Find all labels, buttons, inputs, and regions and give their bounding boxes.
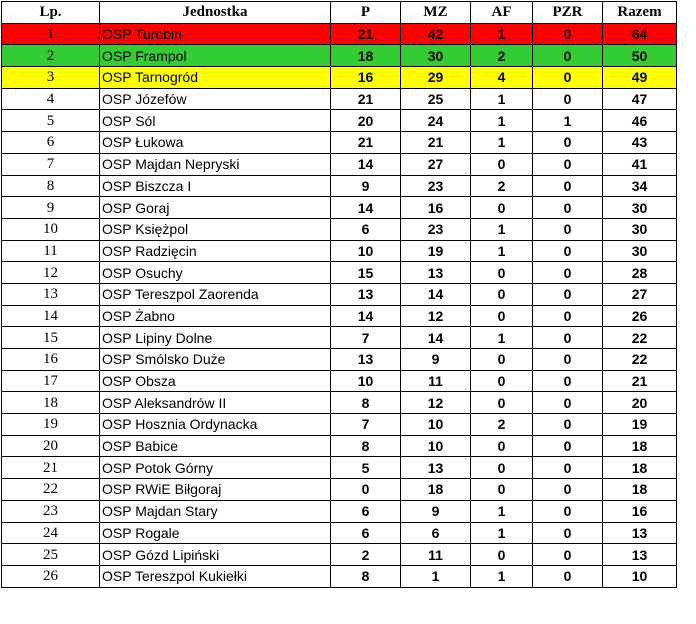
table-row <box>2 240 677 262</box>
cell-mz: 11 <box>401 544 471 566</box>
cell-lp: 2 <box>2 45 100 67</box>
cell-af: 2 <box>471 175 533 197</box>
cell-pzr: 0 <box>533 349 603 371</box>
cell-mz: 12 <box>401 305 471 327</box>
cell-af: 4 <box>471 67 533 89</box>
cell-lp: 19 <box>2 414 100 436</box>
cell-mz: 13 <box>401 457 471 479</box>
cell-name: OSP Goraj <box>100 197 331 219</box>
cell-p: 0 <box>331 479 401 501</box>
cell-af: 0 <box>471 197 533 219</box>
cell-af: 0 <box>471 262 533 284</box>
cell-name: OSP Osuchy <box>100 262 331 284</box>
cell-mz: 16 <box>401 197 471 219</box>
cell-mz: 23 <box>401 218 471 240</box>
cell-pzr: 0 <box>533 479 603 501</box>
table-row <box>2 457 677 479</box>
cell-lp: 20 <box>2 435 100 457</box>
cell-pzr: 0 <box>533 392 603 414</box>
cell-name: OSP Gózd Lipiński <box>100 544 331 566</box>
cell-lp: 14 <box>2 305 100 327</box>
cell-af: 0 <box>471 544 533 566</box>
cell-af: 0 <box>471 153 533 175</box>
cell-razem: 18 <box>603 479 677 501</box>
table-row <box>2 153 677 175</box>
cell-name: OSP Rogale <box>100 522 331 544</box>
cell-p: 21 <box>331 88 401 110</box>
cell-p: 18 <box>331 45 401 67</box>
cell-af: 1 <box>471 88 533 110</box>
cell-razem: 30 <box>603 197 677 219</box>
cell-lp: 1 <box>2 23 100 45</box>
cell-pzr: 0 <box>533 240 603 262</box>
cell-name: OSP Sól <box>100 110 331 132</box>
cell-name: OSP Hosznia Ordynacka <box>100 414 331 436</box>
cell-p: 14 <box>331 153 401 175</box>
cell-razem: 22 <box>603 327 677 349</box>
cell-p: 2 <box>331 544 401 566</box>
header-mz: MZ <box>401 2 471 24</box>
cell-af: 1 <box>471 240 533 262</box>
table-row <box>2 349 677 371</box>
cell-p: 7 <box>331 327 401 349</box>
cell-mz: 30 <box>401 45 471 67</box>
cell-name: OSP Lipiny Dolne <box>100 327 331 349</box>
table-body <box>2 23 677 587</box>
cell-lp: 8 <box>2 175 100 197</box>
cell-p: 6 <box>331 500 401 522</box>
cell-lp: 9 <box>2 197 100 219</box>
cell-name: OSP RWiE Biłgoraj <box>100 479 331 501</box>
cell-p: 5 <box>331 457 401 479</box>
cell-name: OSP Obsza <box>100 370 331 392</box>
cell-razem: 10 <box>603 565 677 587</box>
cell-name: OSP Aleksandrów II <box>100 392 331 414</box>
cell-name: OSP Potok Górny <box>100 457 331 479</box>
cell-p: 16 <box>331 67 401 89</box>
header-lp: Lp. <box>2 2 100 24</box>
cell-pzr: 0 <box>533 414 603 436</box>
cell-p: 20 <box>331 110 401 132</box>
header-pzr: PZR <box>533 2 603 24</box>
cell-razem: 50 <box>603 45 677 67</box>
table-row <box>2 565 677 587</box>
cell-razem: 19 <box>603 414 677 436</box>
cell-af: 1 <box>471 522 533 544</box>
cell-pzr: 0 <box>533 305 603 327</box>
cell-razem: 34 <box>603 175 677 197</box>
cell-pzr: 0 <box>533 218 603 240</box>
cell-lp: 6 <box>2 132 100 154</box>
cell-mz: 21 <box>401 132 471 154</box>
cell-af: 0 <box>471 305 533 327</box>
cell-af: 1 <box>471 110 533 132</box>
cell-razem: 22 <box>603 349 677 371</box>
cell-p: 6 <box>331 218 401 240</box>
table-row <box>2 370 677 392</box>
cell-name: OSP Łukowa <box>100 132 331 154</box>
table-row <box>2 435 677 457</box>
cell-name: OSP Babice <box>100 435 331 457</box>
cell-razem: 47 <box>603 88 677 110</box>
cell-mz: 10 <box>401 414 471 436</box>
cell-pzr: 0 <box>533 262 603 284</box>
cell-p: 13 <box>331 283 401 305</box>
cell-name: OSP Majdan Stary <box>100 500 331 522</box>
cell-lp: 4 <box>2 88 100 110</box>
cell-lp: 16 <box>2 349 100 371</box>
cell-af: 1 <box>471 500 533 522</box>
table-row <box>2 392 677 414</box>
cell-p: 9 <box>331 175 401 197</box>
table-row <box>2 132 677 154</box>
cell-name: OSP Tereszpol Kukiełki <box>100 565 331 587</box>
cell-lp: 26 <box>2 565 100 587</box>
cell-razem: 27 <box>603 283 677 305</box>
cell-razem: 26 <box>603 305 677 327</box>
cell-pzr: 0 <box>533 500 603 522</box>
cell-mz: 27 <box>401 153 471 175</box>
cell-af: 0 <box>471 479 533 501</box>
cell-p: 8 <box>331 435 401 457</box>
table-row <box>2 305 677 327</box>
cell-lp: 13 <box>2 283 100 305</box>
header-p: P <box>331 2 401 24</box>
cell-p: 7 <box>331 414 401 436</box>
cell-p: 6 <box>331 522 401 544</box>
cell-lp: 11 <box>2 240 100 262</box>
cell-p: 8 <box>331 565 401 587</box>
header-row <box>2 2 677 24</box>
cell-pzr: 0 <box>533 283 603 305</box>
cell-lp: 5 <box>2 110 100 132</box>
table-row <box>2 45 677 67</box>
cell-pzr: 0 <box>533 175 603 197</box>
header-name: Jednostka <box>100 2 331 24</box>
cell-razem: 41 <box>603 153 677 175</box>
cell-af: 0 <box>471 457 533 479</box>
table-row <box>2 414 677 436</box>
cell-mz: 9 <box>401 349 471 371</box>
cell-p: 21 <box>331 132 401 154</box>
cell-lp: 24 <box>2 522 100 544</box>
cell-mz: 29 <box>401 67 471 89</box>
table-row <box>2 218 677 240</box>
cell-pzr: 0 <box>533 565 603 587</box>
cell-mz: 14 <box>401 327 471 349</box>
cell-pzr: 0 <box>533 457 603 479</box>
cell-lp: 15 <box>2 327 100 349</box>
cell-pzr: 0 <box>533 544 603 566</box>
cell-razem: 16 <box>603 500 677 522</box>
cell-pzr: 0 <box>533 23 603 45</box>
table-row <box>2 479 677 501</box>
cell-name: OSP Frampol <box>100 45 331 67</box>
cell-af: 0 <box>471 283 533 305</box>
cell-mz: 1 <box>401 565 471 587</box>
cell-af: 0 <box>471 349 533 371</box>
cell-p: 8 <box>331 392 401 414</box>
cell-af: 1 <box>471 132 533 154</box>
table-row <box>2 262 677 284</box>
cell-af: 1 <box>471 23 533 45</box>
cell-pzr: 0 <box>533 153 603 175</box>
cell-p: 14 <box>331 197 401 219</box>
cell-mz: 18 <box>401 479 471 501</box>
cell-pzr: 0 <box>533 370 603 392</box>
cell-p: 10 <box>331 240 401 262</box>
cell-razem: 46 <box>603 110 677 132</box>
cell-pzr: 0 <box>533 197 603 219</box>
cell-af: 2 <box>471 45 533 67</box>
cell-mz: 12 <box>401 392 471 414</box>
cell-mz: 6 <box>401 522 471 544</box>
cell-razem: 49 <box>603 67 677 89</box>
cell-lp: 3 <box>2 67 100 89</box>
cell-razem: 28 <box>603 262 677 284</box>
table-row <box>2 327 677 349</box>
cell-pzr: 0 <box>533 132 603 154</box>
table-row <box>2 23 677 45</box>
cell-lp: 18 <box>2 392 100 414</box>
cell-name: OSP Smólsko Duże <box>100 349 331 371</box>
header-af: AF <box>471 2 533 24</box>
table-row <box>2 67 677 89</box>
cell-razem: 13 <box>603 544 677 566</box>
header-razem: Razem <box>603 2 677 24</box>
cell-lp: 10 <box>2 218 100 240</box>
cell-name: OSP Tereszpol Zaorenda <box>100 283 331 305</box>
cell-mz: 11 <box>401 370 471 392</box>
cell-af: 0 <box>471 370 533 392</box>
cell-p: 14 <box>331 305 401 327</box>
cell-p: 15 <box>331 262 401 284</box>
cell-mz: 19 <box>401 240 471 262</box>
cell-mz: 25 <box>401 88 471 110</box>
cell-af: 0 <box>471 435 533 457</box>
table-row <box>2 175 677 197</box>
cell-razem: 43 <box>603 132 677 154</box>
table-row <box>2 500 677 522</box>
cell-name: OSP Turobin <box>100 23 331 45</box>
cell-name: OSP Tarnogród <box>100 67 331 89</box>
cell-af: 1 <box>471 565 533 587</box>
cell-razem: 18 <box>603 435 677 457</box>
cell-pzr: 0 <box>533 435 603 457</box>
table-row <box>2 88 677 110</box>
cell-p: 21 <box>331 23 401 45</box>
cell-mz: 24 <box>401 110 471 132</box>
cell-mz: 14 <box>401 283 471 305</box>
cell-name: OSP Józefów <box>100 88 331 110</box>
cell-razem: 21 <box>603 370 677 392</box>
cell-mz: 10 <box>401 435 471 457</box>
cell-lp: 12 <box>2 262 100 284</box>
table-row <box>2 283 677 305</box>
cell-name: OSP Żabno <box>100 305 331 327</box>
table-row <box>2 544 677 566</box>
cell-mz: 23 <box>401 175 471 197</box>
cell-lp: 21 <box>2 457 100 479</box>
cell-p: 13 <box>331 349 401 371</box>
cell-razem: 64 <box>603 23 677 45</box>
cell-af: 2 <box>471 414 533 436</box>
cell-name: OSP Biszcza I <box>100 175 331 197</box>
cell-lp: 22 <box>2 479 100 501</box>
cell-razem: 18 <box>603 457 677 479</box>
cell-razem: 13 <box>603 522 677 544</box>
cell-razem: 30 <box>603 218 677 240</box>
cell-mz: 42 <box>401 23 471 45</box>
cell-pzr: 0 <box>533 327 603 349</box>
cell-af: 1 <box>471 327 533 349</box>
cell-pzr: 0 <box>533 522 603 544</box>
cell-mz: 9 <box>401 500 471 522</box>
cell-af: 1 <box>471 218 533 240</box>
cell-lp: 7 <box>2 153 100 175</box>
cell-name: OSP Radzięcin <box>100 240 331 262</box>
table-row <box>2 522 677 544</box>
cell-mz: 13 <box>401 262 471 284</box>
cell-razem: 30 <box>603 240 677 262</box>
cell-pzr: 0 <box>533 45 603 67</box>
cell-name: OSP Majdan Nepryski <box>100 153 331 175</box>
cell-af: 0 <box>471 392 533 414</box>
cell-lp: 23 <box>2 500 100 522</box>
table-row <box>2 110 677 132</box>
cell-pzr: 1 <box>533 110 603 132</box>
cell-razem: 20 <box>603 392 677 414</box>
cell-pzr: 0 <box>533 88 603 110</box>
cell-pzr: 0 <box>533 67 603 89</box>
cell-p: 10 <box>331 370 401 392</box>
cell-lp: 25 <box>2 544 100 566</box>
table-row <box>2 197 677 219</box>
cell-name: OSP Księżpol <box>100 218 331 240</box>
cell-lp: 17 <box>2 370 100 392</box>
standings-table <box>1 1 677 588</box>
